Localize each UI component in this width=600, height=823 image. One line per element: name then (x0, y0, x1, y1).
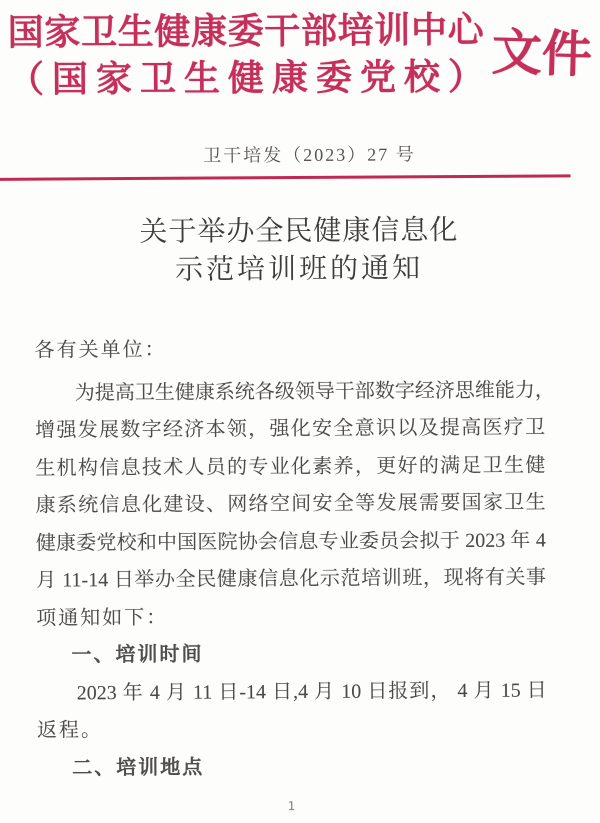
paragraph-line: 为提高卫生健康系统各级领导干部数字经济思维能力， (74, 378, 555, 404)
paragraph-line: 康系统信息化建设、网络空间安全等发展需要国家卫生 (35, 491, 546, 517)
section-2-heading: 二、培训地点 (72, 756, 205, 779)
paragraph-line: 生机构信息技术人员的专业化素养，更好的满足卫生健 (35, 454, 546, 480)
section-1-line: 2023 年 4 月 11 日-14 日,4 月 10 日报到， 4 月 15 日 (76, 678, 547, 704)
paragraph-line: 项通知如下： (36, 606, 169, 630)
title-line-2: 示范培训班的通知 (175, 253, 424, 286)
letterhead-wenjian-label: 文件 (491, 24, 593, 83)
red-divider-line (0, 174, 571, 180)
paragraph-line: 增强发展数字经济本领，强化安全意识以及提高医疗卫 (35, 416, 546, 442)
letterhead-line-1: 国家卫生健康委干部培训中心 (7, 9, 484, 53)
title-line-1: 关于举办全民健康信息化 (139, 215, 459, 248)
paragraph-line: 月 11-14 日举办全民健康信息化示范培训班，现将有关事 (35, 566, 547, 592)
letterhead-line-2: （国家卫生健康委党校） (7, 56, 485, 100)
letterhead (0, 0, 598, 104)
letterhead-org-name (8, 7, 485, 104)
page-number: 1 (287, 799, 296, 814)
paragraph-1 (35, 372, 555, 638)
page-footer (2, 795, 600, 817)
document-title (0, 211, 599, 291)
paragraph-line: 健康委党校和中国医院协会信息专业委员会拟于 2023 年 4 (35, 529, 546, 555)
document-body (34, 330, 555, 788)
section-1-line: 返程。 (36, 719, 104, 742)
salutation: 各有关单位： (34, 338, 167, 362)
section-1-heading: 一、培训时间 (71, 643, 204, 667)
document-number: 卫干培发（2023）27 号 (203, 144, 416, 166)
